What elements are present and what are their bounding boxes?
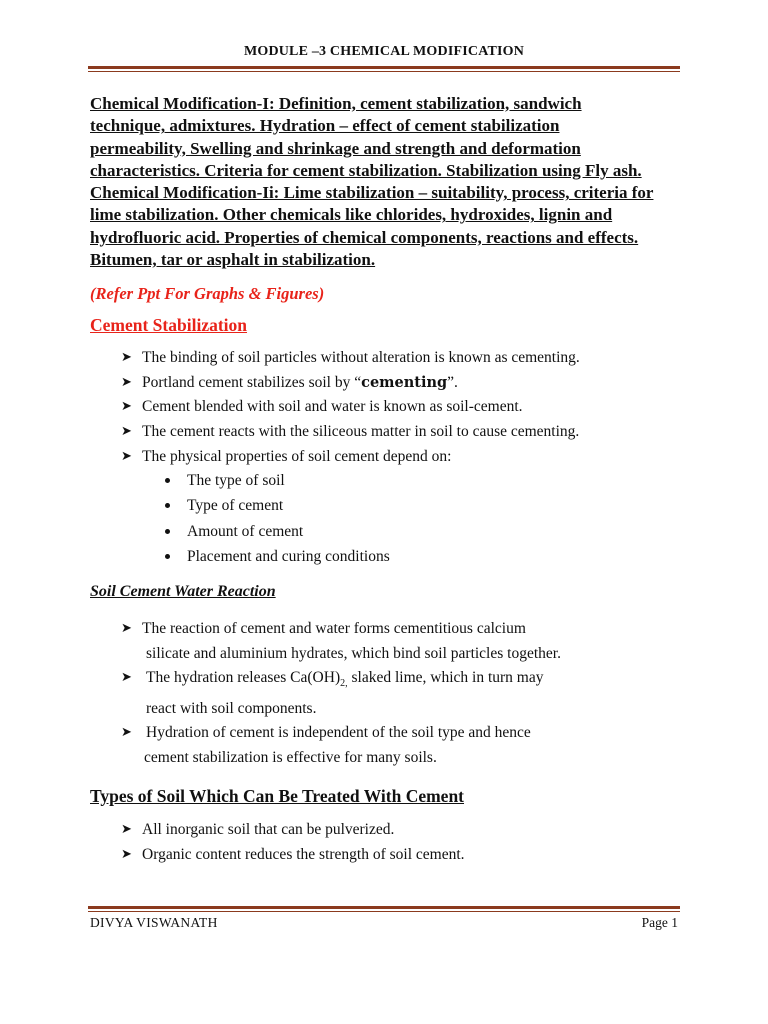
list-item: Amount of cement — [165, 519, 390, 544]
syllabus-line: Chemical Modification-Ii: Lime stabilization – suitability, process, criteria for — [90, 183, 654, 203]
list-item: ➤ Portland cement stabilizes soil by “cementing”. — [121, 371, 580, 396]
syllabus-line: characteristics. Criteria for cement stabilization. Stabilization using Fly ash. — [90, 160, 642, 180]
list-item: ➤ The binding of soil particles without alteration is known as cementing. — [121, 346, 580, 371]
arrowhead-icon: ➤ — [121, 424, 132, 440]
section-heading-soil-cement-water-reaction: Soil Cement Water Reaction — [90, 583, 276, 600]
arrowhead-icon: ➤ — [121, 374, 132, 390]
arrowhead-icon: ➤ — [121, 448, 132, 464]
footer-author: DIVYA VISWANATH — [90, 915, 218, 930]
syllabus-line: Chemical Modification-I: Definition, cement stabilization, sandwich — [90, 94, 582, 113]
bullet-icon — [165, 478, 170, 483]
section-heading-types-of-soil: Types of Soil Which Can Be Treated With Cement — [90, 786, 465, 806]
list-item: ➤ Organic content reduces the strength of soil cement. — [121, 843, 465, 868]
module-syllabus — [90, 93, 690, 271]
subscript: 2, — [340, 678, 348, 690]
syllabus-line: hydrofluoric acid. Properties of chemical components, reactions and effects. — [90, 227, 639, 247]
header-rule — [88, 66, 680, 72]
list-item: ➤ Cement blended with soil and water is known as soil-cement. — [121, 395, 580, 420]
footer-rule — [88, 906, 680, 912]
page-number: Page 1 — [641, 915, 678, 930]
list-item: ➤ The hydration releases $Ca(OH)_{2,}$ slaked lime, which in turn may react with soil components. — [121, 666, 561, 721]
list-item: ➤ Hydration of cement is independent of the soil type and hence cement stabilization is effective for many soils. — [121, 721, 561, 770]
list-item: Placement and curing conditions — [165, 544, 390, 569]
arrowhead-icon: ➤ — [121, 822, 132, 837]
bullet-icon — [165, 554, 170, 559]
section-heading-cement-stabilization: Cement Stabilization — [90, 315, 248, 335]
arrowhead-icon: ➤ — [121, 621, 132, 636]
list-item: ➤ The physical properties of soil cement depend on: — [121, 445, 580, 470]
syllabus-line: lime stabilization. Other chemicals like chlorides, hydroxides, lignin and — [90, 205, 613, 225]
arrowhead-icon: ➤ — [121, 725, 132, 741]
bullet-icon — [165, 503, 170, 508]
soil-cement-properties-list — [165, 468, 390, 569]
list-item: ➤ The cement reacts with the siliceous matter in soil to cause cementing. — [121, 420, 580, 445]
emphasis-term: cementing — [361, 373, 448, 391]
running-header: MODULE –3 CHEMICAL MODIFICATION — [243, 44, 525, 59]
syllabus-line: permeability, Swelling and shrinkage and strength and deformation — [90, 138, 581, 158]
arrowhead-icon: ➤ — [121, 670, 132, 685]
arrowhead-icon: ➤ — [121, 350, 132, 365]
syllabus-line: Bitumen, tar or asphalt in stabilization. — [90, 250, 376, 270]
list-item: ➤ All inorganic soil that can be pulverized. — [121, 818, 465, 843]
reaction-points — [121, 617, 561, 770]
refer-note: (Refer Ppt For Graphs & Figures) — [90, 284, 325, 303]
syllabus-line: technique, admixtures. Hydration – effect of cement stabilization — [90, 116, 560, 136]
list-item: Type of cement — [165, 493, 390, 518]
list-item: ➤ The reaction of cement and water forms cementitious calcium silicate and aluminium hydrates, which bind soil particles together. — [121, 617, 561, 666]
types-of-soil-points — [121, 818, 465, 867]
arrowhead-icon: ➤ — [121, 846, 132, 862]
arrowhead-icon: ➤ — [121, 399, 132, 415]
list-item: The type of soil — [165, 468, 390, 493]
cement-stabilization-points — [121, 346, 580, 470]
bullet-icon — [165, 529, 170, 534]
